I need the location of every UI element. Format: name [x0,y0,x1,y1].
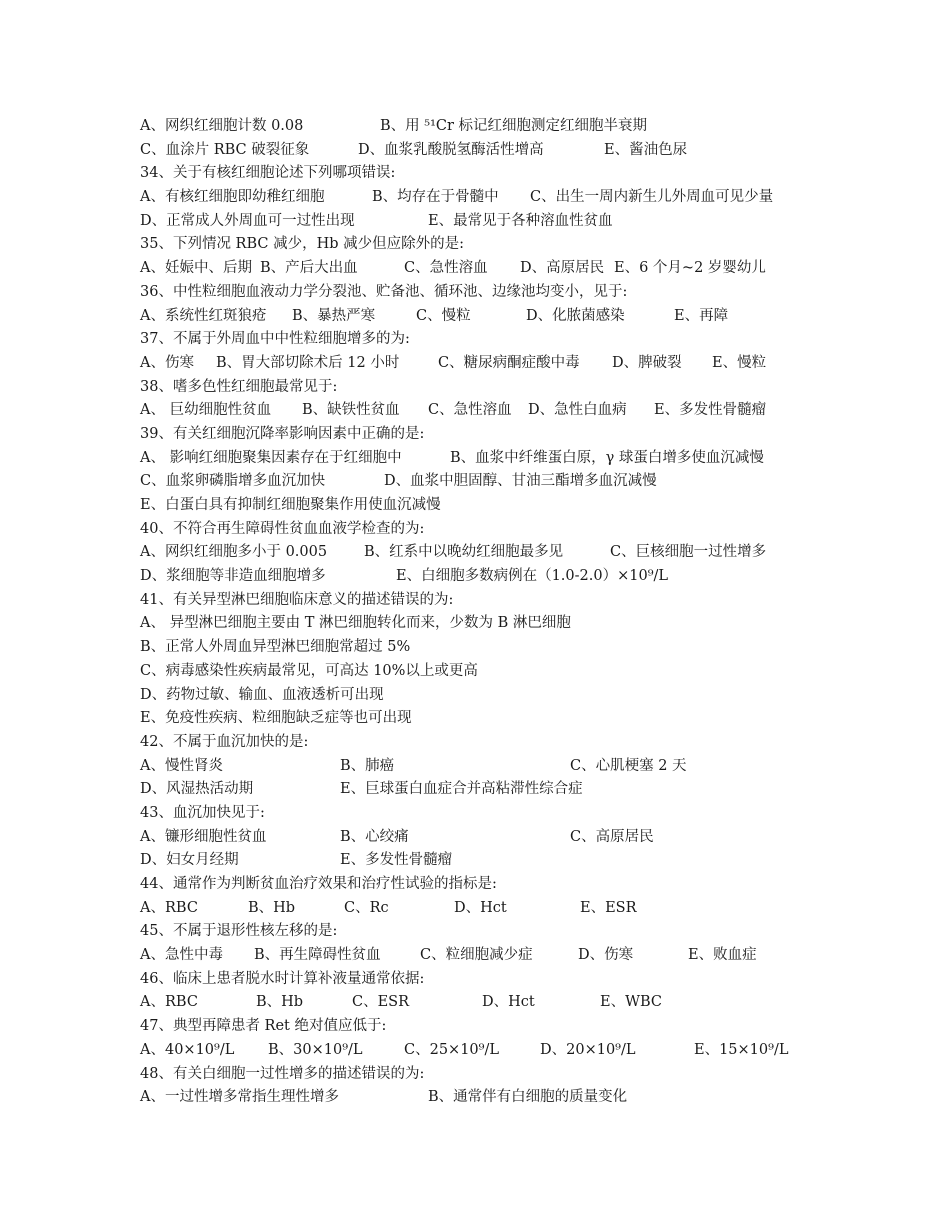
option-text: E、15×10⁹/L [694,1041,789,1058]
option-text: D、浆细胞等非造血细胞增多 [140,568,326,585]
question-text: 34、关于有核红细胞论述下列哪项错误: [140,165,396,182]
question-line [140,872,820,896]
option-text: A、RBC [140,899,198,916]
option-line [140,990,820,1014]
option-text: C、Rc [344,899,389,916]
option-text: D、伤寒 [578,947,634,964]
option-text: E、多发性骨髓瘤 [654,402,767,419]
option-text: C、出生一周内新生儿外周血可见少量 [530,189,774,206]
question-text: 48、有关白细胞一过性增多的描述错误的为: [140,1065,425,1082]
option-text: A、40×10⁹/L [140,1041,235,1058]
option-line [140,683,820,707]
question-text: 43、血沉加快见于: [140,804,265,821]
question-text: 46、临床上患者脱水时计算补液量通常依据: [140,970,425,987]
option-line [140,493,820,517]
option-text: E、多发性骨髓瘤 [340,852,453,869]
option-text: E、最常见于各种溶血性贫血 [428,212,613,229]
question-text: 38、嗜多色性红细胞最常见于: [140,378,338,395]
question-line [140,730,820,754]
option-text: C、急性溶血 [428,402,512,419]
option-text: B、血浆中纤维蛋白原，γ 球蛋白增多使血沉减慢 [450,449,764,466]
question-line [140,327,820,351]
option-line [140,209,820,233]
question-text: 47、典型再障患者 Ret 绝对值应低于: [140,1018,387,1035]
question-line [140,919,820,943]
option-text: B、缺铁性贫血 [302,402,400,419]
option-text: D、急性白血病 [528,402,627,419]
option-line [140,446,820,470]
option-text: D、Hct [454,899,507,916]
option-line [140,564,820,588]
option-line [140,611,820,635]
option-text: B、红系中以晚幼红细胞最多见 [364,544,564,561]
option-text: A、急性中毒 [140,947,223,964]
option-text: E、巨球蛋白血症合并高粘滞性综合症 [340,781,583,798]
option-text: B、Hb [256,994,304,1011]
question-line [140,1014,820,1038]
option-line [140,635,820,659]
question-text: 42、不属于血沉加快的是: [140,733,309,750]
option-line [140,540,820,564]
option-text: B、胃大部切除术后 12 小时 [216,354,400,371]
option-text: D、正常成人外周血可一过性出现 [140,212,355,229]
question-line [140,375,820,399]
option-text: A、网织红细胞多小于 0.005 [140,544,328,561]
option-text: E、慢粒 [712,354,767,371]
option-text: A、 异型淋巴细胞主要由 T 淋巴细胞转化而来，少数为 B 淋巴细胞 [140,615,571,632]
option-text: A、RBC [140,994,198,1011]
option-text: D、高原居民 [520,260,605,277]
option-line [140,896,820,920]
question-line [140,588,820,612]
option-line [140,114,820,138]
option-line [140,777,820,801]
option-text: A、镰形细胞性贫血 [140,828,267,845]
question-line [140,161,820,185]
option-text: B、用 ⁵¹Cr 标记红细胞测定红细胞半衰期 [380,118,648,134]
option-text: A、妊娠中、后期 [140,260,252,277]
option-text: C、慢粒 [416,307,471,324]
option-text: D、血浆乳酸脱氢酶活性增高 [358,141,544,158]
option-text: A、伤寒 [140,354,194,371]
option-line [140,398,820,422]
question-text: 44、通常作为判断贫血治疗效果和治疗性试验的指标是: [140,876,497,892]
option-text: E、白蛋白具有抑制红细胞聚集作用使血沉减慢 [140,497,441,513]
question-text: 37、不属于外周血中中性粒细胞增多的为: [140,331,410,348]
option-text: A、网织红细胞计数 0.08 [140,118,304,134]
option-text: E、免疫性疾病、粒细胞缺乏症等也可出现 [140,710,412,727]
option-line [140,659,820,683]
option-line [140,469,820,493]
option-text: C、巨核细胞一过性增多 [610,544,767,561]
option-text: B、30×10⁹/L [268,1041,363,1058]
option-text: B、再生障碍性贫血 [254,947,381,964]
option-text: E、再障 [674,307,729,324]
question-line [140,232,820,256]
option-line [140,138,820,162]
option-text: B、通常伴有白细胞的质量变化 [428,1089,628,1106]
option-text: D、血浆中胆固醇、甘油三酯增多血沉减慢 [384,473,657,490]
option-line [140,1085,820,1109]
option-text: A、系统性红斑狼疮 [140,307,267,324]
option-text: E、ESR [580,899,637,916]
option-line [140,825,820,849]
option-text: C、糖尿病酮症酸中毒 [438,354,580,371]
option-text: D、20×10⁹/L [540,1041,636,1058]
option-text: B、心绞痛 [340,828,409,845]
option-text: D、化脓菌感染 [526,307,625,324]
option-line [140,943,820,967]
document-page [140,114,820,1109]
option-text: D、Hct [482,994,535,1011]
option-text: B、肺癌 [340,757,395,774]
option-text: C、25×10⁹/L [404,1041,499,1058]
option-line [140,706,820,730]
option-text: B、均存在于骨髓中 [372,189,499,206]
option-text: C、粒细胞减少症 [420,947,533,964]
option-text: B、Hb [248,899,296,916]
option-text: A、 巨幼细胞性贫血 [140,402,272,419]
option-text: E、败血症 [688,947,757,964]
option-line [140,1038,820,1062]
option-line [140,351,820,375]
question-line [140,967,820,991]
option-text: D、风湿热活动期 [140,781,254,798]
option-text: B、正常人外周血异型淋巴细胞常超过 5% [140,639,411,656]
option-text: B、产后大出血 [260,260,358,277]
option-text: A、慢性肾炎 [140,757,223,774]
option-text: A、有核红细胞即幼稚红细胞 [140,189,325,206]
option-text: C、血涂片 RBC 破裂征象 [140,141,310,158]
option-text: D、妇女月经期 [140,852,239,869]
option-line [140,256,820,280]
question-text: 35、下列情况 RBC 减少，Hb 减少但应除外的是: [140,236,465,253]
option-text: C、高原居民 [570,828,654,845]
question-line [140,1062,820,1086]
option-text: C、心肌梗塞 2 天 [570,757,687,774]
option-text: D、脾破裂 [612,354,682,371]
option-text: E、白细胞多数病例在（1.0-2.0）×10⁹/L [396,568,669,585]
option-line [140,185,820,209]
question-text: 45、不属于退形性核左移的是: [140,923,338,940]
question-text: 41、有关异型淋巴细胞临床意义的描述错误的为: [140,591,454,608]
option-text: A、 影响红细胞聚集因素存在于红细胞中 [140,449,402,466]
option-text: B、暴热严寒 [292,307,376,324]
option-text: A、一过性增多常指生理性增多 [140,1089,339,1106]
question-line [140,422,820,446]
option-line [140,848,820,872]
option-text: C、病毒感染性疾病最常见，可高达 10%以上或更高 [140,662,478,679]
option-text: C、血浆卵磷脂增多血沉加快 [140,473,326,490]
option-text: D、药物过敏、输血、血液透析可出现 [140,686,384,703]
question-line [140,280,820,304]
option-text: C、ESR [352,994,410,1011]
option-text: E、酱油色尿 [604,141,688,158]
option-line [140,754,820,778]
question-text: 39、有关红细胞沉降率影响因素中正确的是: [140,425,425,442]
option-text: E、6 个月~2 岁婴幼儿 [614,260,766,277]
question-text: 36、中性粒细胞血液动力学分裂池、贮备池、循环池、边缘池均变小，见于: [140,283,628,300]
question-line [140,801,820,825]
question-text: 40、不符合再生障碍性贫血血液学检查的为: [140,520,425,537]
option-text: E、WBC [600,994,663,1011]
question-line [140,517,820,541]
option-line [140,304,820,328]
option-text: C、急性溶血 [404,260,488,277]
